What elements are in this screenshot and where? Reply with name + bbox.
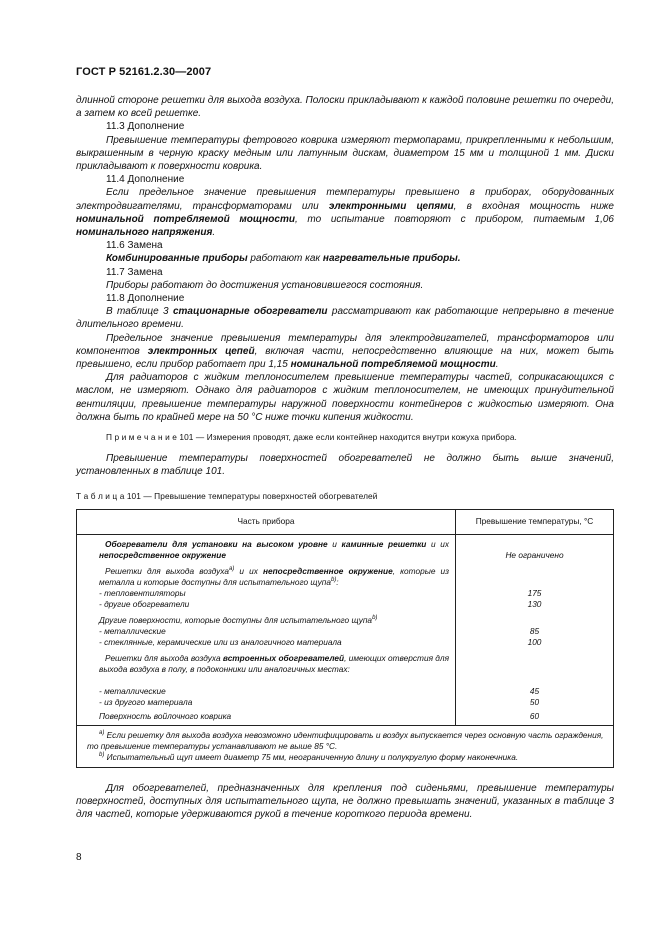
section-11-3-title: 11.3 Дополнение [106,121,185,133]
section-11-8-title: 11.8 Дополнение [106,293,185,305]
row-other-surfaces: Другие поверхности, которые доступны для испытательного щупа$^{b)}$ [99,614,378,625]
row-item: - стеклянные, керамические или из аналогичного материала [99,636,342,647]
term-heating-appliances: нагревательные приборы. [322,253,461,265]
section-11-8-text: В таблице 3 стационарные обогреватели рассматривают как работающие непрерывно в течение длительного времени. [76,306,614,331]
table-caption: Т а б л и ц а 101 — Превышение температуры поверхностей обогревателей [76,490,378,501]
table-row [77,534,614,725]
footnote-b: $^{b)}$ Испытательный щуп имеет диаметр 75 мм, неограниченную длину и полукруглую форму наконечника. [99,751,519,762]
value-cell: 100 [527,636,542,647]
section-11-4-text: Если предельное значение превышения температуры превышено в приборах, оборудованных электродвигателями, трансформаторами или электронными цепями, в входная мощность ниже номинальной потребляемой мощности, то испытание повторяют с прибором, питаемым 1,06 номинального напряжения. [76,187,614,239]
note-101: П р и м е ч а н и е 101 — Измерения проводят, даже если контейнер находится внутри кожуха прибора. [106,432,517,443]
row-item: - из другого материала [99,696,193,707]
paragraph-under-seat-heaters: Для обогревателей, предназначенных для крепления под сиденьями, превышение температуры поверхностей, доступных для испытательного щупа, не должно превышать значений, указанных в таблице 3 для частей, которые удерживаются рукой в течение короткого периода времени. [76,782,614,821]
table-header-row [77,509,614,534]
section-11-8-paragraph-2: Предельное значение превышения температуры для электродвигателей, трансформаторов или компонентов электронных цепей, включая части, непосредственно влияющие на них, может быть превышено, если прибор работает при 1,15 номинальной потребляемой мощности. [76,332,614,371]
section-11-6-title: 11.6 Замена [106,240,163,252]
value-cell: 130 [527,598,542,609]
paragraph-limit: Превышение температуры поверхностей обогревателей не должно быть выше значений, установленных в таблице 101. [76,453,614,478]
section-11-7-text: Приборы работают до достижения установившегося состояния. [106,279,424,291]
row-item: - другие обогреватели [99,598,190,609]
row-item: - металлические [99,685,166,696]
section-11-8-paragraph-3: Для радиаторов с жидким теплоносителем превышение температуры частей, соприкасающихся с маслом, не измеряют. Однако для радиаторов с жидким теплоносителем, не имеющих принудительной вентиляции, превышение температуры наружной поверхности контейнеров с жидкостью измеряют. Она должна быть по крайней мере на 50 °С ниже точки кипения жидкости. [76,372,614,423]
document-header: ГОСТ Р 52161.2.30—2007 [76,66,212,78]
row-item: - металлические [99,625,166,636]
section-11-7-title: 11.7 Замена [106,266,163,278]
value-cell: 60 [529,710,540,721]
row-built-in-heater-grilles: Решетки для выхода воздуха встроенных обогревателей, имеющих отверстия для выхода воздуха в полу, в подоконники или аналогичных местах: [99,652,450,674]
table-footnotes-row [77,725,614,767]
row-item: - тепловентиляторы [99,587,186,598]
document-body [76,94,614,822]
column-header-temperature: Превышение температуры, °С [456,509,614,534]
row-felt-mat: Поверхность войлочного коврика [99,710,232,721]
row-high-level-heaters: Обогреватели для установки на высоком уровне и каминные решетки и их непосредственное окружение [99,538,449,560]
term-rated-voltage: номинального напряжения [76,227,213,239]
value-cell: Не ограничено [505,549,564,560]
term-combined-appliances: Комбинированные приборы [106,253,248,265]
term-stationary-heaters: стационарные обогреватели [172,306,328,318]
page-number: 8 [76,852,82,863]
footnote-a: $^{а)}$ Если решетку для выхода воздуха невозможно идентифицировать и воздух выпускается через основную часть ограждения, то превышение температуры устанавливают не выше 85 °С. [87,729,604,751]
value-cell: 50 [529,696,540,707]
column-header-part: Часть прибора [77,509,456,534]
table-footnotes [77,725,614,767]
row-air-outlet-grilles: Решетки для выхода воздуха$^{а)}$ и их непосредственное окружение, которые из металла и которые доступны для испытательного щупа$^{b)}$: [99,565,449,587]
section-11-3-text: Превышение температуры фетрового коврика измеряют термопарами, прикрепленными к небольшим, выкрашенным в черную краску медным или латунным дискам, диаметром 15 мм и толщиной 1 мм. Диски прикладывают к поверхности коврика. [76,134,614,173]
value-cell: 85 [529,625,540,636]
term-electronic-circuits: электронными цепями [328,200,454,212]
value-cell: 175 [527,587,542,598]
paragraph-continuation: длинной стороне решетки для выхода воздуха. Полоски прикладывают к каждой половине решетки по очереди, а затем ко всей решетке. [76,95,614,120]
table-101 [76,509,614,768]
term-rated-power: номинальной потребляемой мощности [76,213,295,225]
section-11-6-text: Комбинированные приборы работают как нагревательные приборы. [106,253,461,265]
section-11-4-title: 11.4 Дополнение [106,174,185,186]
value-cell: 45 [529,685,540,696]
